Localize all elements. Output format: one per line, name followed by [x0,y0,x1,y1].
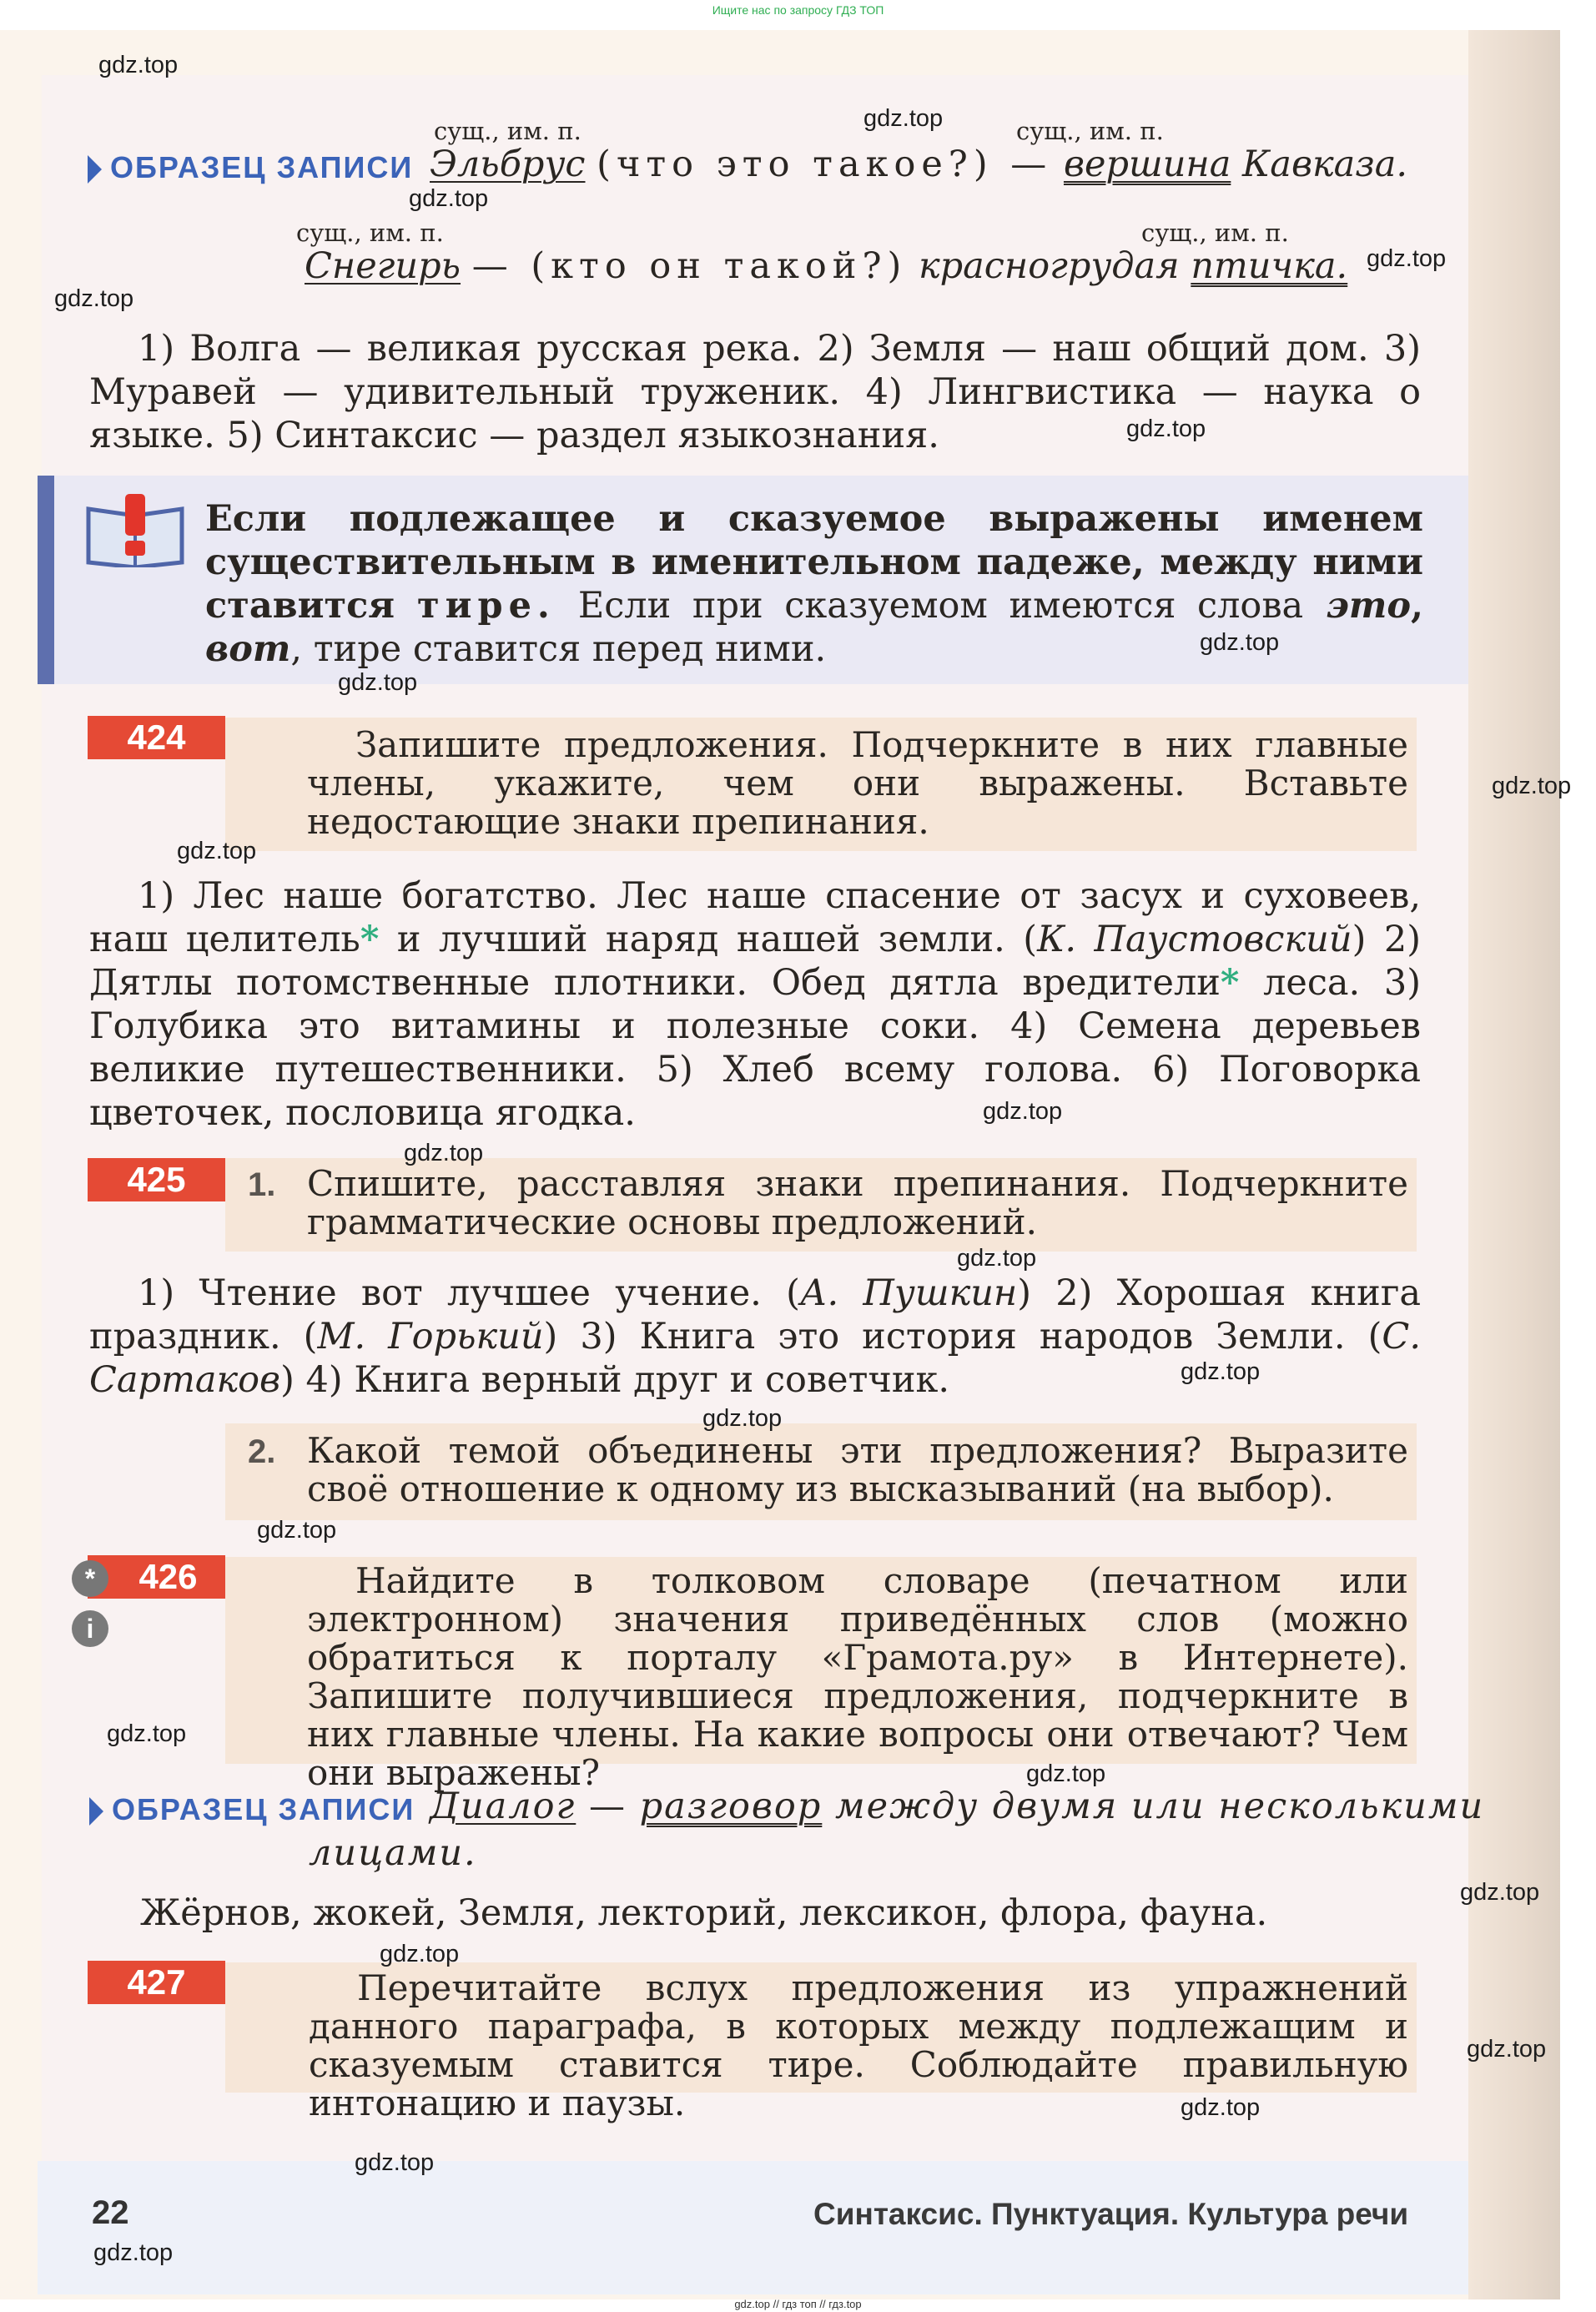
rule-book-icon [85,492,185,567]
watermark: gdz.top [404,1140,484,1166]
task-426-number: 426 [88,1555,225,1599]
t425-part2: ) 2) Хорошая книга праздник. ( [89,1272,1421,1357]
watermark: gdz.top [338,669,418,696]
predicate-word: птичка. [1191,245,1348,287]
sample-2-line-1 [430,1786,1484,1827]
bottom-note: gdz.top // гдз топ // гдз.top [734,2298,862,2310]
t424-part2: и лучший наряд нашей земли. ( [379,919,1038,960]
watermark: gdz.top [983,1098,1063,1125]
watermark: gdz.top [409,185,489,212]
task-424-text [89,874,1421,1135]
gloss: сущ., им. п. [434,117,582,145]
watermark: gdz.top [1026,1760,1106,1787]
watermark: gdz.top [93,2239,174,2266]
footnote-star-icon: * [360,919,380,960]
watermark: gdz.top [1181,2094,1261,2121]
task-425-sub2: 2. [248,1433,276,1470]
top-note: Ищите нас по запросу ГДЗ ТОП [712,3,884,17]
task-424-instruction: Запишите предложения. Подчеркните в них главные члены, укажите, чем они выражены. Вставьте недостающие знаки препинания. [307,724,1408,842]
watermark: gdz.top [957,1245,1037,1272]
watermark: gdz.top [355,2149,435,2176]
watermark: gdz.top [54,285,134,312]
rule-word-eto: это [1326,585,1411,627]
watermark: gdz.top [98,52,179,78]
info-circle-icon: i [72,1610,108,1647]
watermark: gdz.top [702,1405,783,1432]
running-title: Синтаксис. Пунктуация. Культура речи [813,2197,1409,2231]
predicate-word: вершина [1063,144,1231,185]
subject-word: Эльбрус [430,144,586,185]
rule-tire: тире. [416,585,556,627]
t425-part1: 1) Чтение вот лучшее учение. ( [138,1272,800,1314]
rule-sep: , [1411,585,1423,627]
author: А. Пушкин [799,1272,1018,1314]
t424-part3: ) 2) Дятлы потомственные плотники. Обед дятла вредители [89,919,1421,1004]
subject-word: Снегирь [305,245,461,287]
examples-paragraph: 1) Волга — великая русская река. 2) Земля — наш общий дом. 3) Муравей — удивительный труженик. 4) Лингвистика — наука о языке. 5) Синтаксис — раздел языкознания. [89,328,1421,456]
page-number: 22 [92,2194,129,2231]
author: М. Горький [317,1316,544,1357]
tail-words: между двумя или несколькими [835,1786,1485,1827]
watermark: gdz.top [107,1720,187,1747]
watermark: gdz.top [1367,245,1447,272]
task-425-instruction-2: Какой темой объединены эти предложения? Выразите своё отношение к одному из высказываний (на выбор). [307,1430,1408,1509]
star-circle-icon: * [72,1560,108,1597]
task-424-number: 424 [88,716,225,759]
question: — (кто он такой?) [471,245,908,287]
task-425-instruction-1: Спишите, расставляя знаки препинания. Подчеркните грамматические основы предложений. [307,1163,1408,1242]
rule-part3: , тире ставится перед ними. [290,628,827,670]
watermark: gdz.top [1460,1879,1540,1906]
t424-part1: 1) Лес наше богатство. Лес наше спасение от засух и суховеев, наш целитель [89,875,1421,960]
words-list: Жёрнов, жокей, Земля, лекторий, лексикон, флора, фауна. [140,1892,1268,1934]
gloss: сущ., им. п. [1141,219,1289,247]
task-425-number: 425 [88,1158,225,1201]
task-426-instruction: Найдите в толковом словаре (печатном или электронном) значения приведённых слов (можно обратиться к порталу «Грамота.ру» в Интернете). Запишите получившиеся предложения, подчеркните в них главные члены. На какие вопросы они отвечают? Чем они выражены? [307,1560,1408,1793]
question: (что это такое?) — [597,144,1053,185]
watermark: gdz.top [380,1941,460,1967]
gloss: сущ., им. п. [1016,117,1164,145]
watermark: gdz.top [863,105,944,132]
tail-word: Кавказа. [1242,144,1408,185]
sample-label-text: ОБРАЗЕЦ ЗАПИСИ [112,1792,415,1826]
sample-2-line-2: лицами. [309,1832,477,1874]
sample-line-2 [305,245,1347,287]
rule-word-vot: вот [205,628,291,670]
task-427-instruction: Перечитайте вслух предложения из упражнений данного параграфа, в которых между подлежащим и сказуемым ставится тире. Соблюдайте правильную интонацию и паузы. [309,1967,1408,2123]
triangle-marker-icon [88,155,102,184]
watermark: gdz.top [257,1517,337,1544]
author: С. Сартаков [89,1316,1421,1401]
t425-part4: ) 4) Книга верный друг и советчик. [280,1359,950,1401]
author: К. Паустовский [1037,919,1352,960]
watermark: gdz.top [1492,773,1572,799]
watermark: gdz.top [1200,629,1280,656]
t424-part4: леса. 3) Голубика это витамины и полезные соки. 4) Семена деревьев великие путешественники. 5) Хлеб всему голова. 6) Поговорка цветочек, пословица ягодка. [89,962,1421,1134]
subject-word: Диалог [430,1786,576,1827]
rule-bar [38,476,54,684]
watermark: gdz.top [1467,2036,1547,2063]
footnote-star-icon: * [1220,962,1240,1004]
sample-label-text: ОБРАЗЕЦ ЗАПИСИ [110,150,414,184]
predicate-word: разговор [639,1786,823,1827]
t425-part3: ) 3) Книга это история народов Земли. ( [543,1316,1382,1357]
sample-label-2 [89,1792,415,1827]
dash: — [588,1786,627,1827]
watermark: gdz.top [177,838,257,864]
adjective-word: красногрудая [918,245,1180,287]
task-425-sub1: 1. [248,1166,276,1203]
rule-part2: Если при сказуемом имеются слова [577,585,1304,627]
watermark: gdz.top [1126,416,1206,442]
watermark: gdz.top [1181,1358,1261,1385]
sample-label-1 [88,150,413,185]
triangle-marker-icon [89,1797,103,1826]
sample-line-1 [430,144,1407,185]
gloss: сущ., им. п. [296,219,444,247]
rule-part1: Если подлежащее и сказуемое выражены именем существительным в именительном падеже, между ними ставится [205,498,1423,627]
task-427-number: 427 [88,1961,225,2004]
page-edge [1468,30,1560,2299]
